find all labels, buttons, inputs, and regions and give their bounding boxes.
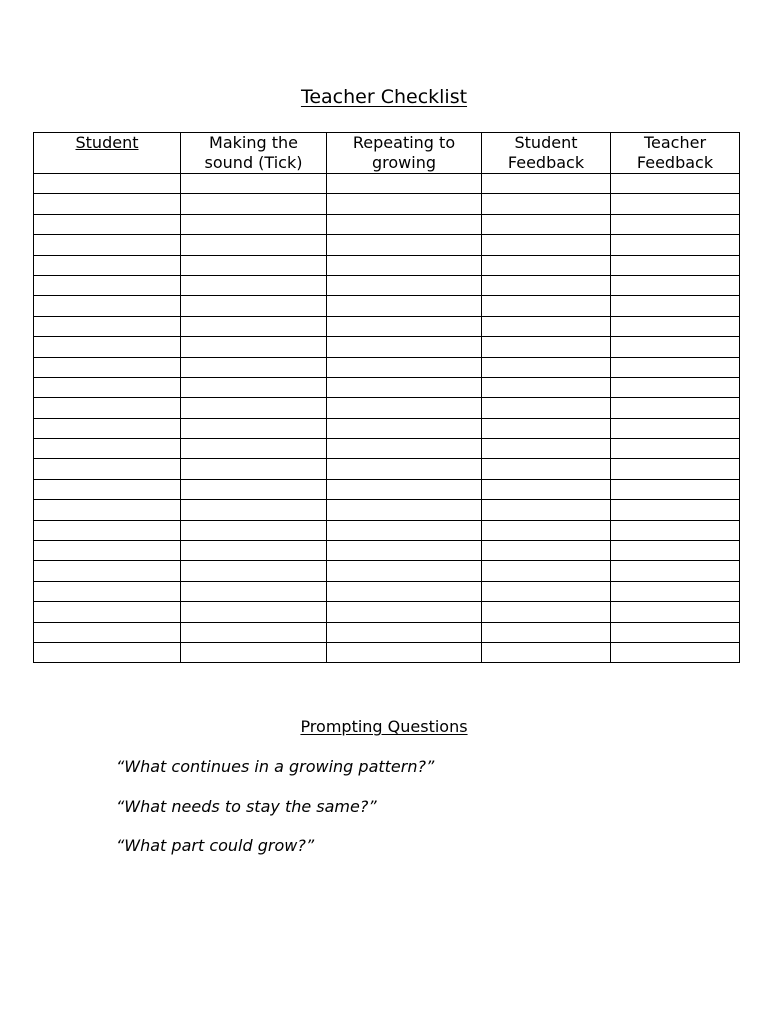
table-cell[interactable] xyxy=(327,316,482,336)
table-cell[interactable] xyxy=(327,235,482,255)
table-cell[interactable] xyxy=(611,642,740,662)
table-cell[interactable] xyxy=(34,214,181,234)
table-cell[interactable] xyxy=(327,479,482,499)
table-cell[interactable] xyxy=(34,622,181,642)
table-row xyxy=(34,541,740,561)
table-cell[interactable] xyxy=(327,500,482,520)
checklist-table xyxy=(33,132,740,663)
table-cell[interactable] xyxy=(611,479,740,499)
table-cell[interactable] xyxy=(482,377,611,397)
table-cell[interactable] xyxy=(181,275,327,295)
table-cell[interactable] xyxy=(327,194,482,214)
table-cell[interactable] xyxy=(482,459,611,479)
table-cell[interactable] xyxy=(482,520,611,540)
table-cell[interactable] xyxy=(327,357,482,377)
table-cell[interactable] xyxy=(327,622,482,642)
header-student xyxy=(34,133,181,174)
header-teacher-feedback xyxy=(611,133,740,174)
table-cell[interactable] xyxy=(482,622,611,642)
table-cell[interactable] xyxy=(611,418,740,438)
table-row xyxy=(34,235,740,255)
header-repeating-to-growing xyxy=(327,133,482,174)
table-cell[interactable] xyxy=(181,418,327,438)
table-cell[interactable] xyxy=(181,174,327,194)
header-line: Making the xyxy=(209,133,298,152)
table-row xyxy=(34,357,740,377)
table-cell[interactable] xyxy=(181,398,327,418)
table-row xyxy=(34,418,740,438)
table-cell[interactable] xyxy=(611,500,740,520)
table-cell[interactable] xyxy=(611,337,740,357)
table-cell[interactable] xyxy=(482,316,611,336)
header-line: Feedback xyxy=(507,153,585,172)
header-line: sound (Tick) xyxy=(204,153,303,172)
table-cell[interactable] xyxy=(327,255,482,275)
table-cell[interactable] xyxy=(482,398,611,418)
table-cell[interactable] xyxy=(181,235,327,255)
table-row xyxy=(34,398,740,418)
table-cell[interactable] xyxy=(181,642,327,662)
table-cell[interactable] xyxy=(611,357,740,377)
table-cell[interactable] xyxy=(34,459,181,479)
table-cell[interactable] xyxy=(482,194,611,214)
checklist-body xyxy=(34,174,740,663)
table-row xyxy=(34,194,740,214)
table-cell[interactable] xyxy=(327,377,482,397)
table-cell[interactable] xyxy=(34,581,181,601)
table-row xyxy=(34,337,740,357)
table-cell[interactable] xyxy=(611,275,740,295)
table-cell[interactable] xyxy=(327,439,482,459)
header-line: Feedback xyxy=(636,153,714,172)
question-item: “What part could grow?” xyxy=(116,836,315,855)
table-cell[interactable] xyxy=(181,357,327,377)
table-cell[interactable] xyxy=(181,561,327,581)
table-cell[interactable] xyxy=(181,500,327,520)
table-cell[interactable] xyxy=(611,174,740,194)
table-cell[interactable] xyxy=(34,398,181,418)
table-cell[interactable] xyxy=(482,235,611,255)
table-cell[interactable] xyxy=(181,255,327,275)
table-cell[interactable] xyxy=(482,275,611,295)
table-row xyxy=(34,479,740,499)
table-cell[interactable] xyxy=(482,418,611,438)
table-cell[interactable] xyxy=(34,337,181,357)
question-item: “What continues in a growing pattern?” xyxy=(116,757,435,776)
table-cell[interactable] xyxy=(482,214,611,234)
table-cell[interactable] xyxy=(482,255,611,275)
table-cell[interactable] xyxy=(34,439,181,459)
table-cell[interactable] xyxy=(482,337,611,357)
table-cell[interactable] xyxy=(482,500,611,520)
table-cell[interactable] xyxy=(611,520,740,540)
table-cell[interactable] xyxy=(611,398,740,418)
table-cell[interactable] xyxy=(34,296,181,316)
table-cell[interactable] xyxy=(327,214,482,234)
table-row xyxy=(34,581,740,601)
table-cell[interactable] xyxy=(181,622,327,642)
table-row xyxy=(34,622,740,642)
table-cell[interactable] xyxy=(34,316,181,336)
table-cell[interactable] xyxy=(482,296,611,316)
table-cell[interactable] xyxy=(34,561,181,581)
table-row xyxy=(34,439,740,459)
table-cell[interactable] xyxy=(327,174,482,194)
table-cell[interactable] xyxy=(181,377,327,397)
table-row xyxy=(34,520,740,540)
table-cell[interactable] xyxy=(34,602,181,622)
table-cell[interactable] xyxy=(327,581,482,601)
table-cell[interactable] xyxy=(611,459,740,479)
table-row xyxy=(34,377,740,397)
table-row xyxy=(34,500,740,520)
table-cell[interactable] xyxy=(611,622,740,642)
table-cell[interactable] xyxy=(34,275,181,295)
table-cell[interactable] xyxy=(611,214,740,234)
table-cell[interactable] xyxy=(482,357,611,377)
table-cell[interactable] xyxy=(34,642,181,662)
table-cell[interactable] xyxy=(34,235,181,255)
table-cell[interactable] xyxy=(611,377,740,397)
table-cell[interactable] xyxy=(327,275,482,295)
table-cell[interactable] xyxy=(611,296,740,316)
table-cell[interactable] xyxy=(34,479,181,499)
table-cell[interactable] xyxy=(34,520,181,540)
table-cell[interactable] xyxy=(181,581,327,601)
table-cell[interactable] xyxy=(181,439,327,459)
table-cell[interactable] xyxy=(611,316,740,336)
table-cell[interactable] xyxy=(327,602,482,622)
table-cell[interactable] xyxy=(181,459,327,479)
table-cell[interactable] xyxy=(34,377,181,397)
header-student-feedback xyxy=(482,133,611,174)
table-cell[interactable] xyxy=(181,602,327,622)
table-cell[interactable] xyxy=(327,642,482,662)
table-row xyxy=(34,602,740,622)
table-cell[interactable] xyxy=(34,418,181,438)
table-cell[interactable] xyxy=(327,541,482,561)
table-cell[interactable] xyxy=(181,541,327,561)
table-cell[interactable] xyxy=(327,459,482,479)
table-cell[interactable] xyxy=(611,561,740,581)
header-line: Teacher xyxy=(643,133,707,152)
table-cell[interactable] xyxy=(34,500,181,520)
table-row xyxy=(34,174,740,194)
table-cell[interactable] xyxy=(611,581,740,601)
table-cell[interactable] xyxy=(611,439,740,459)
table-cell[interactable] xyxy=(181,214,327,234)
table-cell[interactable] xyxy=(34,174,181,194)
table-cell[interactable] xyxy=(611,194,740,214)
table-cell[interactable] xyxy=(34,255,181,275)
table-cell[interactable] xyxy=(327,418,482,438)
table-cell[interactable] xyxy=(181,296,327,316)
table-cell[interactable] xyxy=(181,337,327,357)
table-cell[interactable] xyxy=(611,255,740,275)
question-item: “What needs to stay the same?” xyxy=(116,797,377,816)
table-row xyxy=(34,214,740,234)
table-cell[interactable] xyxy=(482,479,611,499)
table-cell[interactable] xyxy=(34,357,181,377)
table-cell[interactable] xyxy=(482,602,611,622)
table-row xyxy=(34,275,740,295)
header-row xyxy=(34,133,740,174)
table-cell[interactable] xyxy=(327,398,482,418)
table-cell[interactable] xyxy=(181,479,327,499)
table-cell[interactable] xyxy=(181,520,327,540)
table-row xyxy=(34,296,740,316)
table-cell[interactable] xyxy=(181,316,327,336)
table-cell[interactable] xyxy=(34,194,181,214)
page-title: Teacher Checklist xyxy=(300,86,468,108)
table-cell[interactable] xyxy=(327,296,482,316)
table-cell[interactable] xyxy=(482,581,611,601)
table-cell[interactable] xyxy=(611,602,740,622)
table-cell[interactable] xyxy=(482,561,611,581)
table-row xyxy=(34,561,740,581)
header-line: Repeating to xyxy=(352,133,456,152)
table-cell[interactable] xyxy=(327,337,482,357)
table-cell[interactable] xyxy=(611,541,740,561)
table-cell[interactable] xyxy=(482,541,611,561)
table-cell[interactable] xyxy=(482,174,611,194)
table-row xyxy=(34,316,740,336)
table-cell[interactable] xyxy=(327,520,482,540)
table-cell[interactable] xyxy=(482,642,611,662)
table-cell[interactable] xyxy=(482,439,611,459)
header-line: growing xyxy=(372,153,436,172)
table-cell[interactable] xyxy=(181,194,327,214)
table-cell[interactable] xyxy=(327,561,482,581)
table-cell[interactable] xyxy=(611,235,740,255)
prompting-questions-title: Prompting Questions xyxy=(300,717,468,736)
header-line: Student xyxy=(514,133,578,152)
table-row xyxy=(34,642,740,662)
header-line: Student xyxy=(75,133,139,152)
table-row xyxy=(34,459,740,479)
table-row xyxy=(34,255,740,275)
header-making-sound xyxy=(181,133,327,174)
table-cell[interactable] xyxy=(34,541,181,561)
